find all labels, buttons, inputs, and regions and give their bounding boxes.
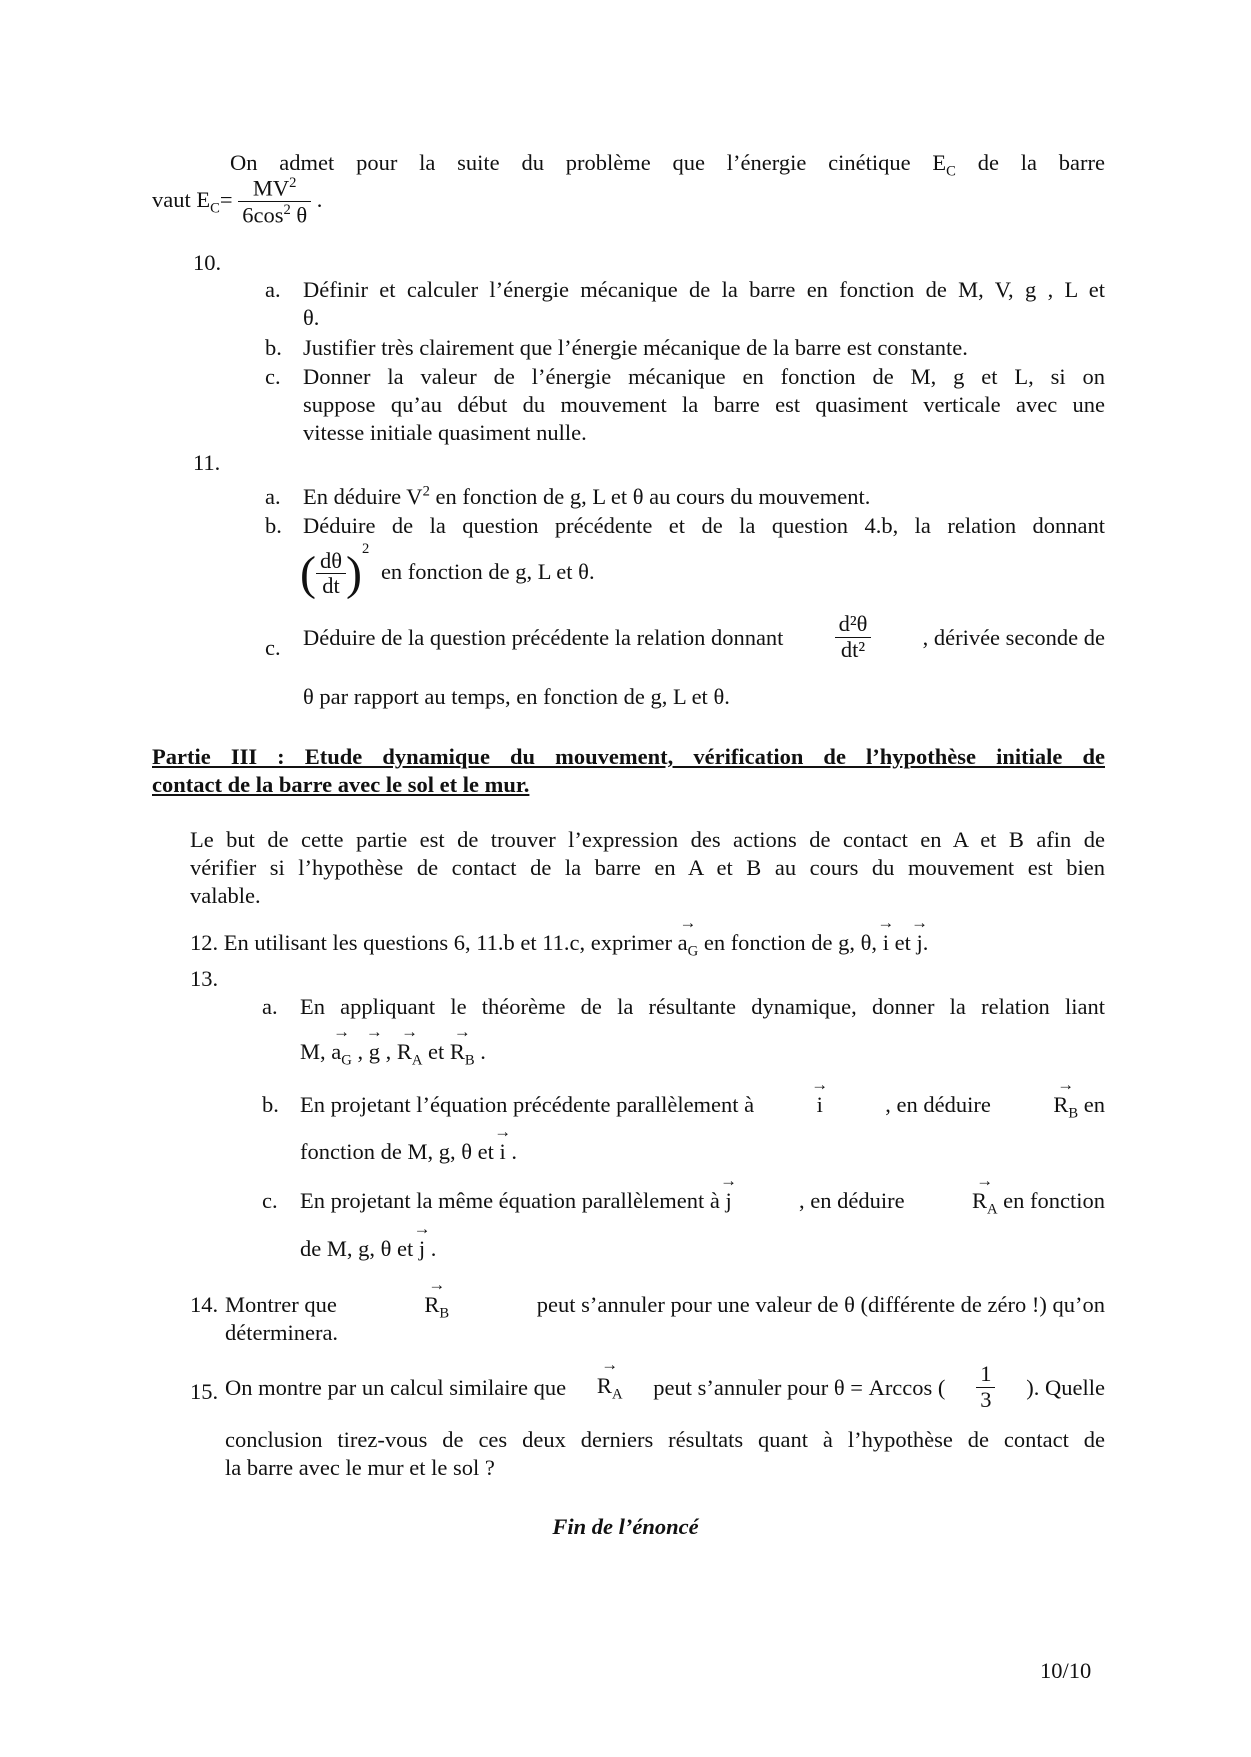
intro-tail: de la barre <box>977 150 1106 175</box>
intro-text: On admet pour la suite du problème que l’énergie cinétique <box>230 150 911 175</box>
q11-c-label: c. <box>265 635 281 660</box>
q13-a-line-1: En appliquant le théorème de la résultante dynamique, donner la relation liant <box>300 994 1105 1019</box>
q10-a-label: a. <box>265 277 281 302</box>
q14-line-2: déterminera. <box>225 1320 339 1345</box>
part3-title-line-1: Partie III : Etude dynamique du mouvement, vérification de l’hypothèse initiale de <box>152 744 1105 769</box>
q10-number: 10. <box>193 250 222 275</box>
vector-RA: → $R_A$ <box>397 1037 423 1071</box>
q15-line-3: la barre avec le mur et le sol ? <box>225 1455 495 1480</box>
ec-lhs: $E_C$ <box>196 186 220 217</box>
q11-b-line-1: Déduire de la question précédente et de la question 4.b, la relation donnant <box>303 513 1105 538</box>
vector-i: → i <box>883 928 889 957</box>
q15-line-2: conclusion tirez-vous de ces deux derniers résultats quant à l’hypothèse de contact de <box>225 1427 1105 1452</box>
vector-RB: → $R_B$ <box>1053 1090 1078 1124</box>
q13-c-line-2: de M, g, θ et → j . <box>300 1234 436 1263</box>
q13-c-label: c. <box>262 1188 278 1213</box>
q13-b-label: b. <box>262 1092 279 1117</box>
end-of-statement: Fin de l’énoncé <box>552 1514 699 1539</box>
vector-RA: → $R_A$ <box>972 1186 998 1220</box>
q10-c-line-2: suppose qu’au début du mouvement la barre est quasiment verticale avec une <box>303 392 1105 417</box>
q10-c-label: c. <box>265 364 281 389</box>
intro-line-1 <box>230 148 1105 182</box>
q13-a-label: a. <box>262 994 278 1019</box>
q15-number: 15. <box>190 1379 219 1404</box>
q10-c-line-1: Donner la valeur de l’énergie mécanique en fonction de M, g et L, si on <box>303 364 1105 389</box>
dtheta-dt-fraction: $\frac{d\theta}{dt}$ <box>316 549 346 600</box>
vector-g: → g <box>369 1037 380 1066</box>
q14-line-1: Montrer que → $R_B$ peut s’annuler pour une valeur de θ (différente de zéro !) qu’on <box>225 1290 1105 1324</box>
q15-line-1: On montre par un calcul similaire que → $R_A$ peut s’annuler pour θ = Arccos ( $\frac{1}{3}$ ). Quelle <box>225 1362 1105 1413</box>
q10-b-text: Justifier très clairement que l’énergie mécanique de la barre est constante. <box>303 335 968 360</box>
vector-RA: → $R_A$ <box>597 1371 623 1405</box>
q10-a-text: Définir et calculer l’énergie mécanique de la barre en fonction de M, V, g , L et <box>303 277 1105 302</box>
part3-intro-line-3: valable. <box>190 883 261 908</box>
vector-RB: → $R_B$ <box>424 1290 449 1324</box>
q10-b-label: b. <box>265 335 282 360</box>
part3-intro-line-1: Le but de cette partie est de trouver l’expression des actions de contact en A et B afin de <box>190 827 1105 852</box>
d2theta-dt2-fraction: $\frac{\text{d²θ}}{\text{dt²}}$ <box>835 612 872 663</box>
q11-c-line-2: θ par rapport au temps, en fonction de g, L et θ. <box>303 684 730 709</box>
vector-i: → i <box>500 1137 506 1166</box>
ec-symbol: $E_C$ <box>932 150 956 180</box>
q14-number: 14. <box>190 1292 219 1317</box>
vector-j: → j <box>725 1186 731 1215</box>
vector-i: → i <box>817 1090 823 1124</box>
q11-b-label: b. <box>265 513 282 538</box>
q10-a-text-2: θ. <box>303 305 320 330</box>
part3-intro-line-2: vérifier si l’hypothèse de contact de la barre en A et B au cours du mouvement est bien <box>190 855 1105 880</box>
q13-b-line-2: fonction de M, g, θ et → i . <box>300 1137 517 1166</box>
vector-RB: → $R_B$ <box>450 1037 475 1071</box>
q12: 12. En utilisant les questions 6, 11.b et 11.c, exprimer → $a_G$ en fonction de g, θ, → i et → j. <box>190 928 928 962</box>
intro-equation: vaut $E_C=$ $\frac{MV^2}{6\cos^2 \theta}$ . <box>152 175 323 228</box>
vector-j: → j <box>419 1234 425 1263</box>
one-third-fraction: $\frac{1}{3}$ <box>976 1362 995 1413</box>
q11-b-line-2: ( $\frac{d\theta}{dt}$ )$^2$ en fonction de g, L et θ. <box>300 541 595 600</box>
page-number: 10/10 <box>1040 1658 1092 1683</box>
vaut-word: vaut <box>152 186 191 212</box>
q13-c-line-1: En projetant la même équation parallèlement à → j , en déduire → $R_A$ en fonction <box>300 1186 1105 1220</box>
q11-c-line-1: Déduire de la question précédente la relation donnant $\frac{\text{d²θ}}{\text{dt²}}$ , dérivée seconde de <box>303 611 1105 662</box>
q10-c-line-3: vitesse initiale quasiment nulle. <box>303 420 587 445</box>
q11-number: 11. <box>193 450 221 475</box>
vector-aG: → $a_G$ <box>678 928 699 962</box>
vector-aG: → $a_G$ <box>331 1037 352 1071</box>
q13-b-line-1: En projetant l’équation précédente parallèlement à → i , en déduire → $R_B$ en <box>300 1090 1105 1124</box>
q11-a-label: a. <box>265 484 281 509</box>
ec-fraction: $\frac{MV^2}{6\cos^2 \theta}$ <box>238 175 311 229</box>
q11-a-text: En déduire $V^2$ en fonction de g, L et θ au cours du mouvement. <box>303 483 871 509</box>
part3-title-line-2: contact de la barre avec le sol et le mur. <box>152 772 530 797</box>
q13-a-line-2: M, → $a_G$ , → g , → $R_A$ et → $R_B$ . <box>300 1037 486 1071</box>
vector-j: → j <box>916 928 922 957</box>
q13-number: 13. <box>190 966 219 991</box>
